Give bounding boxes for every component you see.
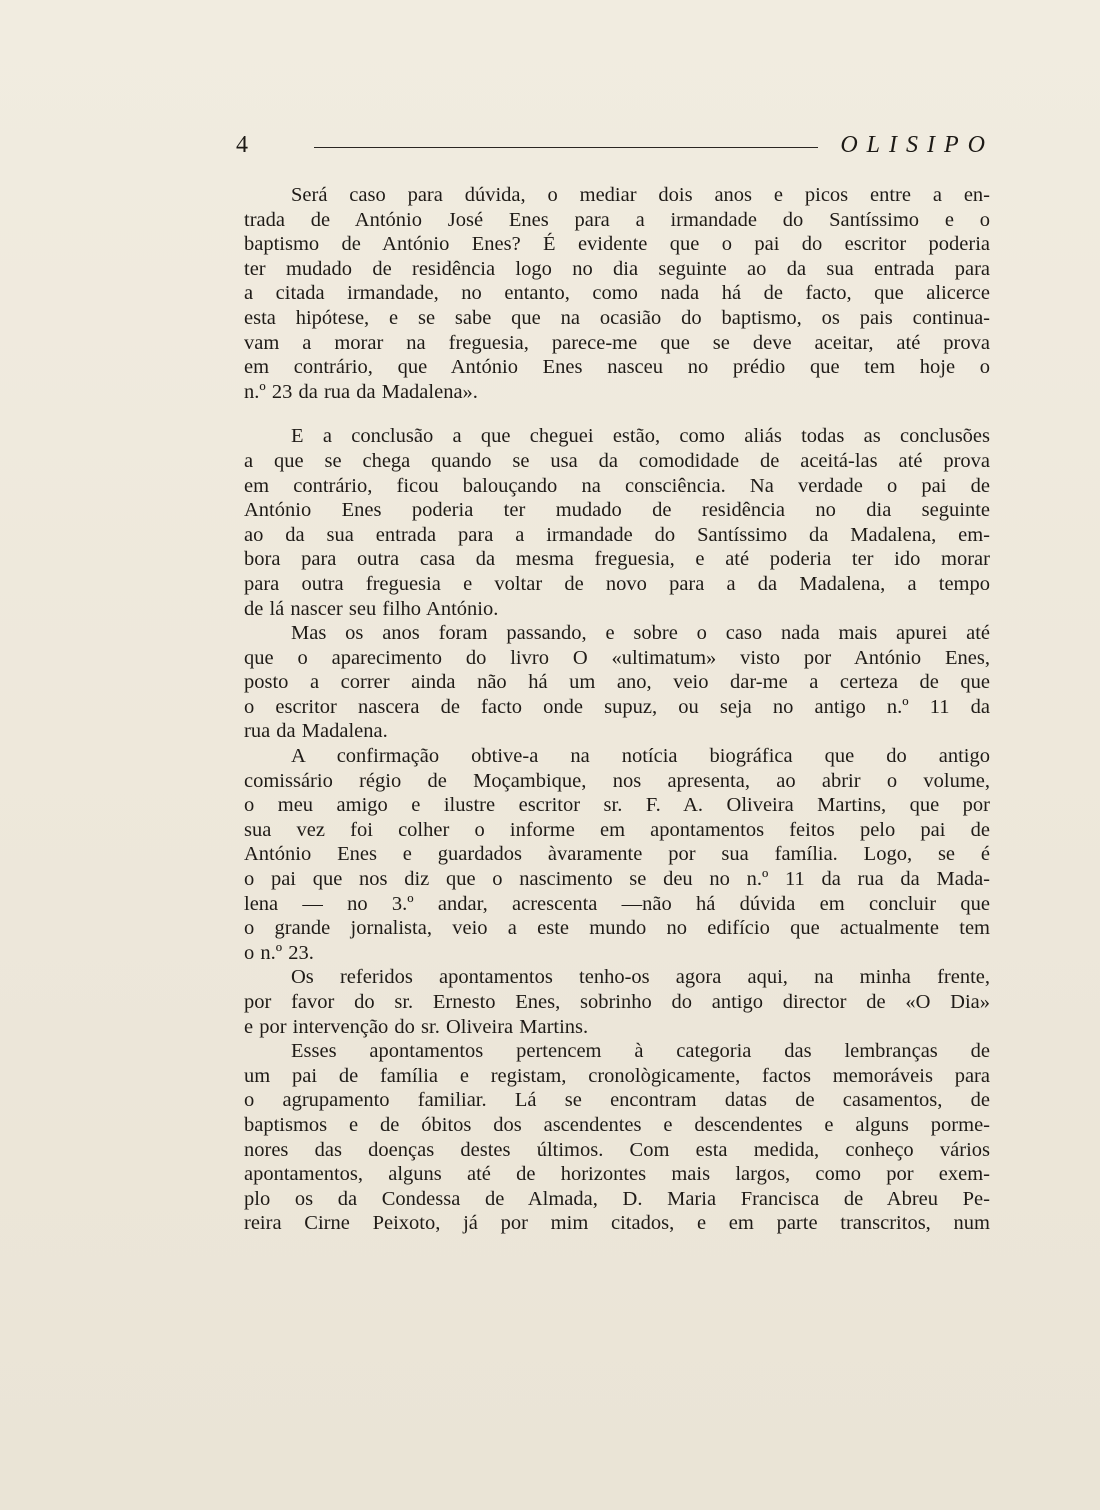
text-line: de lá nascer seu filho António. [244,597,499,620]
text-line: o pai que nos diz que o nascimento se deu no n.º 11 da rua da Mada- [244,868,990,891]
text-line: António Enes poderia ter mudado de residência no dia seguinte [244,499,990,522]
paragraph [244,183,990,404]
text-line: posto a correr ainda não há um ano, veio dar-me a certeza de que [244,671,990,694]
paragraph [244,424,990,621]
text-line: ter mudado de residência logo no dia seguinte ao da sua entrada para [244,257,990,280]
page-header [236,128,994,162]
text-line: A confirmação obtive-a na notícia biográfica que do antigo [291,745,990,768]
text-line: apontamentos, alguns até de horizontes mais largos, como por exem- [244,1163,990,1186]
text-line: rua da Madalena. [244,720,388,743]
text-line: para outra freguesia e voltar de novo para a da Madalena, a tempo [244,572,990,595]
page-number: 4 [236,131,248,158]
paragraph [244,621,990,744]
text-line: plo os da Condessa de Almada, D. Maria Francisca de Abreu Pe- [244,1187,990,1210]
running-title: OLISIPO [840,131,994,158]
text-line: o meu amigo e ilustre escritor sr. F. A. Oliveira Martins, que por [244,794,990,817]
text-line: em contrário, ficou balouçando na consciência. Na verdade o pai de [244,474,990,497]
paragraph [244,744,990,965]
text-line: sua vez foi colher o informe em apontamentos feitos pelo pai de [244,818,990,841]
text-line: que o aparecimento do livro O «ultimatum» visto por António Enes, [244,646,990,669]
paragraph [244,1039,990,1236]
text-line: baptismo de António Enes? É evidente que o pai do escritor poderia [244,233,990,256]
text-line: o grande jornalista, veio a este mundo no edifício que actualmente tem [244,917,990,940]
text-line: a citada irmandade, no entanto, como nada há de facto, que alicerce [244,282,990,305]
text-line: lena — no 3.º andar, acrescenta —não há dúvida em concluir que [244,892,990,915]
text-line: ao da sua entrada para a irmandade do Santíssimo da Madalena, em- [244,523,990,546]
text-line: Mas os anos foram passando, e sobre o caso nada mais apurei até [291,622,990,645]
body-text [244,183,990,1236]
paragraph [244,965,990,1039]
text-line: esta hipótese, e se sabe que na ocasião do baptismo, os pais continua- [244,306,990,329]
text-line: em contrário, que António Enes nasceu no prédio que tem hoje o [244,356,990,379]
text-line: Os referidos apontamentos tenho-os agora aqui, na minha frente, [291,966,990,989]
text-line: E a conclusão a que cheguei estão, como aliás todas as conclusões [291,425,990,448]
text-line: um pai de família e registam, cronològicamente, factos memoráveis para [244,1064,990,1087]
header-rule [314,147,818,148]
text-line: e por intervenção do sr. Oliveira Martins. [244,1015,589,1038]
text-line: António Enes e guardados àvaramente por sua família. Logo, se é [244,843,990,866]
text-line: comissário régio de Moçambique, nos apresenta, ao abrir o volume, [244,769,990,792]
text-line: o agrupamento familiar. Lá se encontram datas de casamentos, de [244,1089,990,1112]
text-line: Será caso para dúvida, o mediar dois anos e picos entre a en- [291,184,990,206]
text-line: vam a morar na freguesia, parece-me que se deve aceitar, até prova [244,331,990,354]
text-line: reira Cirne Peixoto, já por mim citados, e em parte transcritos, num [244,1212,990,1235]
text-line: o n.º 23. [244,941,314,964]
text-line: o escritor nascera de facto onde supuz, ou seja no antigo n.º 11 da [244,695,990,718]
text-line: por favor do sr. Ernesto Enes, sobrinho do antigo director de «O Dia» [244,991,990,1013]
text-line: Esses apontamentos pertencem à categoria das lembranças de [291,1040,990,1063]
text-line: trada de António José Enes para a irmandade do Santíssimo e o [244,208,990,231]
text-line: bora para outra casa da mesma freguesia, e até poderia ter ido morar [244,548,990,571]
text-line: baptismos e de óbitos dos ascendentes e descendentes e alguns porme- [244,1113,990,1136]
text-line: a que se chega quando se usa da comodidade de aceitá-las até prova [244,449,990,472]
text-line: nores das doenças destes últimos. Com esta medida, conheço vários [244,1138,990,1161]
text-line: n.º 23 da rua da Madalena». [244,380,478,403]
